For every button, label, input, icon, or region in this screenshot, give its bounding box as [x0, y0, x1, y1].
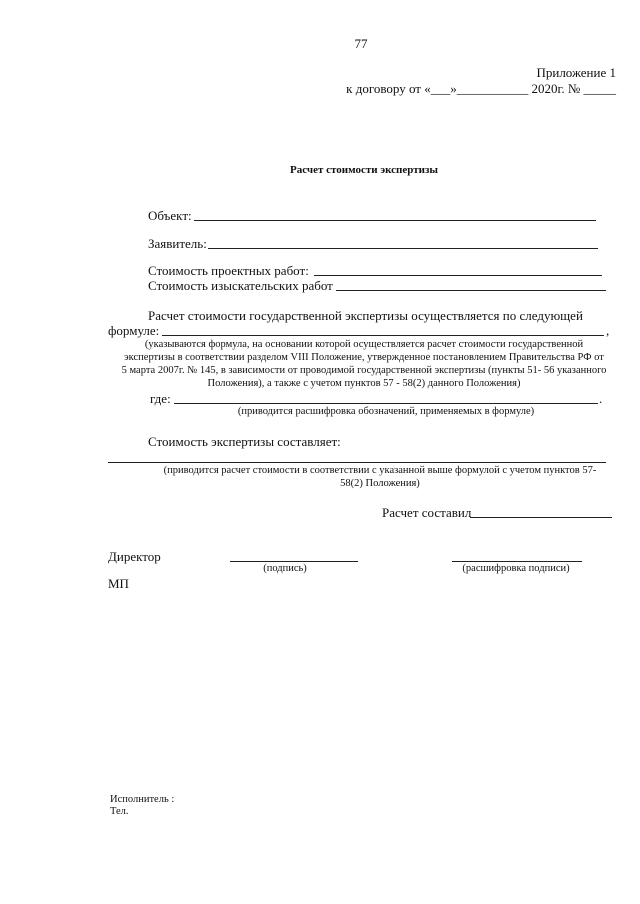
where-label: где:	[150, 391, 171, 406]
cost-note-line-1: (приводится расчет стоимости в соответствии с указанной выше формулой с учетом пунктов 57-	[163, 465, 597, 476]
design-cost-label: Стоимость проектных работ:	[148, 263, 309, 278]
cost-label: Стоимость экспертизы составляет:	[148, 434, 341, 449]
formula-note-line-4: Положения), а также с учетом пунктов 57 - 58(2) данного Положения)	[207, 378, 521, 389]
formula-note-line-2: экспертизы в соответствии разделом VIII Положение, утвержденное постановлением Правительства РФ от	[124, 352, 604, 363]
object-label: Объект:	[148, 208, 192, 223]
survey-cost-underline	[336, 290, 606, 291]
signature-caption: (подпись)	[263, 563, 307, 574]
formula-label: формуле:	[108, 323, 160, 338]
document-title: Расчет стоимости экспертизы	[290, 164, 438, 176]
formula-note-line-1: (указываются формула, на основании которой осуществляется расчет стоимости государственной	[144, 339, 584, 350]
where-note: (приводится расшифровка обозначений, применяемых в формуле)	[237, 406, 535, 417]
contract-reference: к договору от «___»___________ 2020г. № _____	[346, 81, 616, 96]
stamp-label: МП	[108, 576, 129, 591]
signature-underline	[230, 561, 358, 562]
formula-note-line-3: 5 марта 2007г. № 145, в зависимости от проводимой государственной экспертизы (пункты 51- 56 указанного	[121, 365, 607, 376]
survey-cost-label: Стоимость изыскательских работ	[148, 278, 333, 293]
where-end: .	[599, 391, 603, 406]
decryption-caption: (расшифровка подписи)	[462, 563, 570, 574]
formula-underline	[162, 335, 604, 336]
prepared-by-underline	[470, 517, 612, 518]
page-number: 77	[354, 36, 368, 51]
executor-label: Исполнитель :	[110, 794, 175, 805]
where-underline	[174, 403, 598, 404]
director-label: Директор	[108, 549, 161, 564]
cost-note-line-2: 58(2) Положения)	[340, 478, 420, 489]
prepared-by-label: Расчет составил	[382, 505, 472, 520]
formula-intro: Расчет стоимости государственной экспертизы осуществляется по следующей	[148, 308, 583, 323]
applicant-label: Заявитель:	[148, 236, 207, 251]
cost-underline	[108, 462, 606, 463]
object-underline	[194, 220, 596, 221]
appendix-label: Приложение 1	[536, 65, 616, 80]
design-cost-underline	[314, 275, 602, 276]
phone-label: Тел.	[110, 806, 129, 817]
formula-comma: ,	[606, 323, 610, 338]
applicant-underline	[208, 248, 598, 249]
decryption-underline	[452, 561, 582, 562]
